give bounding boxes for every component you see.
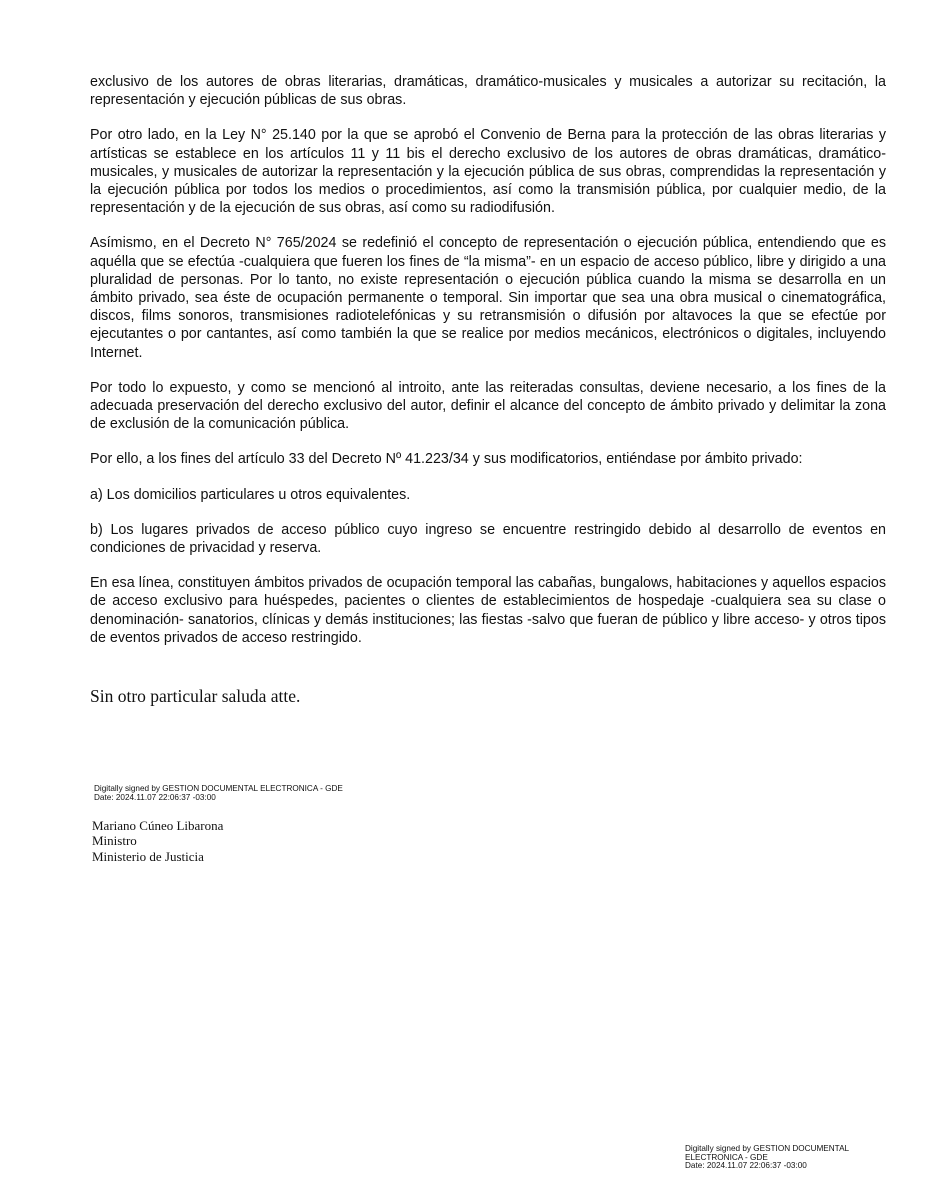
paragraph-rationale: Por todo lo expuesto, y como se mencionó al introito, ante las reiteradas consultas, deviene necesario, a los fines de la adecuada preservación del derecho exclusivo del autor, definir el alcance del concepto de ámbito privado y delimitar la zona de exclusión de la comunicación pública. <box>90 379 886 433</box>
signer-role: Ministro <box>92 833 137 849</box>
signer-block <box>92 818 223 864</box>
paragraph-temporary-occupation: En esa línea, constituyen ámbitos privados de ocupación temporal las cabañas, bungalows, habitaciones y aquellos espacios de acceso exclusivo para huéspedes, pacientes o clientes de establecimientos de hospedaje -cualquiera sea su clase o denominación- sanatorios, clínicas y demás instituciones; las fiestas -salvo que fueran de público y libre acceso- y otros tipos de eventos privados de acceso restringido. <box>90 575 886 646</box>
signer-office: Ministerio de Justicia <box>92 848 204 864</box>
footer-stamp-date: Date: 2024.11.07 22:06:37 -03:00 <box>685 1161 807 1171</box>
closing-salutation: Sin otro particular saluda atte. <box>90 686 301 706</box>
paragraph-definition-intro: Por ello, a los fines del artículo 33 del Decreto Nº 41.223/34 y sus modificatorios, entiéndase por ámbito privado: <box>90 451 803 468</box>
footer-signature-stamp <box>685 1145 875 1171</box>
paragraph-decree-765: Asímismo, en el Decreto N° 765/2024 se redefinió el concepto de representación o ejecución pública, entendiendo que es aquélla que se efectúa -cualquiera que fueren los fines de “la misma”- en un espacio de acceso público, libre y dirigido a una pluralidad de personas. Por lo tanto, no existe representación o ejecución pública cuando la misma se desarrolla en un ámbito privado, sea éste de ocupación permanente o temporal. Sin importar que sea una obra musical o cinematográfica, discos, films sonoros, transmisiones radiotelefónicas y su retransmisión o difusión por altavoces la que se efectúe por ejecutantes o por cantantes, así como también la que se realice por medios mecánicos, electrónicos o digitales, incluyendo Internet. <box>90 235 886 361</box>
paragraph-item-b: b) Los lugares privados de acceso público cuyo ingreso se encuentre restringido debido al desarrollo de eventos en condiciones de privacidad y reserva. <box>90 521 886 557</box>
paragraph-author-rights: exclusivo de los autores de obras literarias, dramáticas, dramático-musicales y musicales a autorizar su recitación, la representación y ejecución públicas de sus obras. <box>90 74 886 109</box>
signature-stamp-date: Date: 2024.11.07 22:06:37 -03:00 <box>94 792 216 802</box>
digital-signature-stamp <box>94 785 343 802</box>
paragraph-berne-convention: Por otro lado, en la Ley N° 25.140 por la que se aprobó el Convenio de Berna para la protección de las obras literarias y artísticas se establece en los artículos 11 y 11 bis el derecho exclusivo de los autores de obras dramáticas, dramático-musicales, y musicales de autorizar la representación y la ejecución pública de sus obras, comprendidas la representación y la ejecución pública por todos los medios o procedimientos, así como la transmisión pública, por cualquier medio, de la representación y de la ejecución de sus obras, así como su radiodifusión. <box>90 127 886 217</box>
signer-name: Mariano Cúneo Libarona <box>92 818 224 833</box>
document-body <box>90 73 886 664</box>
paragraph-item-a: a) Los domicilios particulares u otros equivalentes. <box>90 486 411 503</box>
footer-stamp-signed-by: Digitally signed by GESTION DOCUMENTAL ELECTRONICA - GDE <box>685 1144 849 1162</box>
signature-stamp-signed-by: Digitally signed by GESTION DOCUMENTAL ELECTRONICA - GDE <box>94 784 343 793</box>
